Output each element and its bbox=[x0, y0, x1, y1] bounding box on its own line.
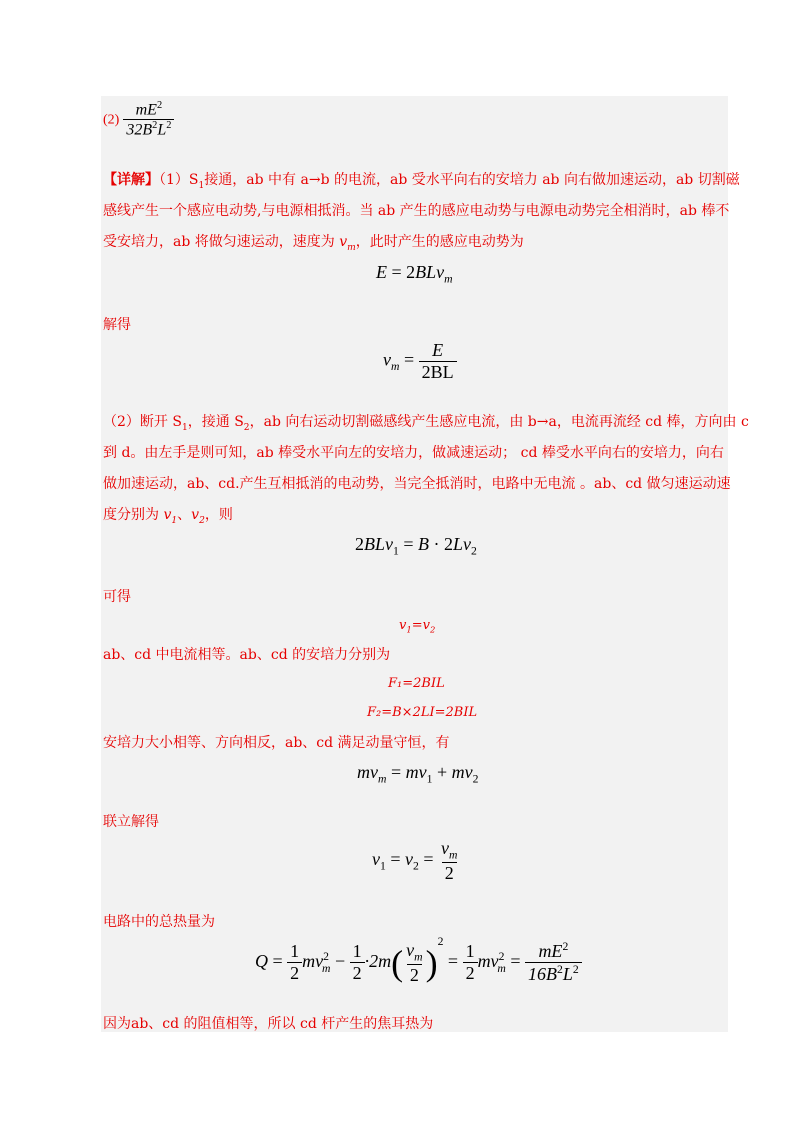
detail-tag: 【详解】 bbox=[103, 172, 159, 188]
equation-6: F₂=B×2LI=2BIL bbox=[367, 705, 478, 720]
obtain-label: 可得 bbox=[103, 589, 131, 605]
current-equal-line: ab、cd 中电流相等。ab、cd 的安培力分别为 bbox=[103, 647, 391, 663]
answer-2-label: (2) bbox=[103, 112, 120, 128]
equation-2: $v_m$ = $\frac{E}{2BL}$ bbox=[383, 340, 457, 383]
part2-line-4: 度分别为 $v_1$、$v_2$，则 bbox=[103, 507, 233, 526]
momentum-line: 安培力大小相等、方向相反，ab、cd 满足动量守恒，有 bbox=[103, 735, 450, 751]
equation-9: Q = $\frac{1}{2}$ $mv^2_m$ − $\frac{1}{2}$ ·2m( $\frac{v_m}{2}$ )$^2$ = $\frac{1}{2}$ $mv^2_m$ = $\frac{mE^2}{16B^2L^2}$ bbox=[255, 935, 582, 986]
detail-line-3: 受安培力，ab 将做匀速运动，速度为 $v_m$，此时产生的感应电动势为 bbox=[103, 234, 524, 253]
part2-line-2: 到 d。由左手是则可知，ab 棒受水平向左的安培力，做减速运动； cd 棒受水平向右的安培力，向右 bbox=[103, 445, 724, 461]
equation-7: $mv_m = mv_1 + mv_2$ bbox=[357, 762, 479, 786]
part2-line-1: （2）断开 $S_1$，接通 $S_2$，ab 向右运动切割磁感线产生感应电流，由 b→a，电流再流经 cd 棒，方向由 c bbox=[103, 414, 749, 433]
part2-line-3: 做加速运动，ab、cd.产生互相抵消的电动势，当完全抵消时，电路中无电流 。ab、cd 做匀速运动速 bbox=[103, 476, 731, 492]
solve-joint-label: 联立解得 bbox=[103, 814, 159, 830]
answer-2 bbox=[103, 100, 174, 140]
joule-heat-line: 因为ab、cd 的阻值相等，所以 cd 杆产生的焦耳热为 bbox=[103, 1016, 434, 1032]
equation-5: F₁=2BIL bbox=[388, 676, 445, 691]
equation-1: E = 2BLv$_m$ bbox=[376, 262, 453, 286]
detail-line-1: 【详解】$(1)S_1$接通，ab 中有 a→b 的电流，ab 受水平向右的安培力 ab 向右做加速运动，ab 切割磁 bbox=[103, 172, 740, 191]
equation-3: $2BLv_1 = B \cdot 2Lv_2$ bbox=[355, 534, 477, 558]
total-heat-line: 电路中的总热量为 bbox=[103, 914, 215, 930]
equation-8: $v_1 = v_2$ = $\frac{v_m}{2}$ bbox=[372, 838, 458, 883]
equation-4: $v_1=v_2$ bbox=[399, 618, 436, 635]
solve-label: 解得 bbox=[103, 317, 131, 333]
answer-2-fraction: $\frac{mE^2}{32B^2L^2}$ bbox=[123, 100, 174, 140]
detail-line-2: 感线产生一个感应电动势,与电源相抵消。当 ab 产生的感应电动势与电源电动势完全相消时，ab 棒不 bbox=[103, 203, 730, 219]
